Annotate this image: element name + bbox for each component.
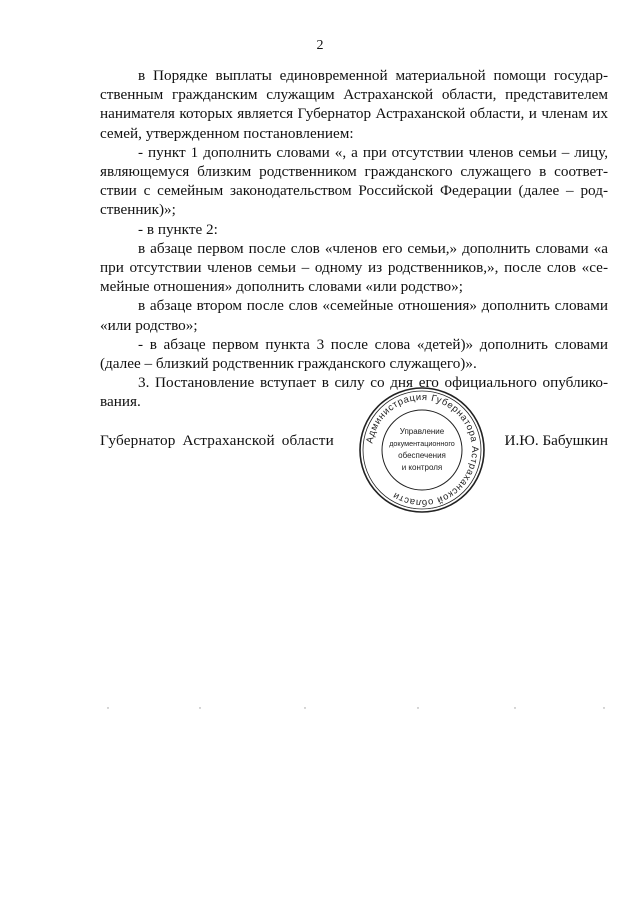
signatory-name: И.Ю. Бабушкин (504, 432, 608, 449)
document-body (100, 66, 608, 412)
paragraph: - пункт 1 дополнить словами «, а при отсутствии членов семьи – лицу, являющемуся близким родственником гражданского служащего в соответствии с семейным законодательством Российской Федерации (далее – родственник)»; (100, 143, 608, 219)
paragraph: - в пункте 2: (138, 220, 218, 238)
stamp-line: обеспечения (398, 451, 446, 460)
paragraph: 3. Постановление вступает в силу со дня его официального опубликования. (100, 374, 608, 411)
paragraph: в абзаце втором после слов «семейные отношения» дополнить словами «или родство»; (100, 297, 608, 334)
official-stamp (357, 385, 487, 515)
paragraph: - в абзаце первом пункта 3 после слова «детей)» дополнить словами (далее – близкий родственник гражданского служащего)». (100, 335, 608, 373)
stamp-line: Управление (399, 427, 445, 436)
stamp-line: и контроля (401, 463, 443, 472)
scan-specks (0, 700, 640, 720)
page-number: 2 (316, 38, 324, 53)
stamp-line: документационного (389, 439, 455, 448)
paragraph: в абзаце первом после слов «членов его семьи,» дополнить словами «а при отсутствии членов семьи – одному из родственников,», после слов «семейные отношения» дополнить словами «или родство»; (100, 239, 608, 296)
signatory-position: Губернатор Астраханской области (100, 432, 334, 449)
stamp-outer-text: Администрация Губернатора Астраханской области (364, 391, 481, 509)
paragraph: в Порядке выплаты единовременной материальной помощи государственным гражданским служащим Астраханской области, представителем нанимателя которых является Губернатор Астраханской области, и членам их семей, утвержденном постановлением: (100, 67, 608, 142)
